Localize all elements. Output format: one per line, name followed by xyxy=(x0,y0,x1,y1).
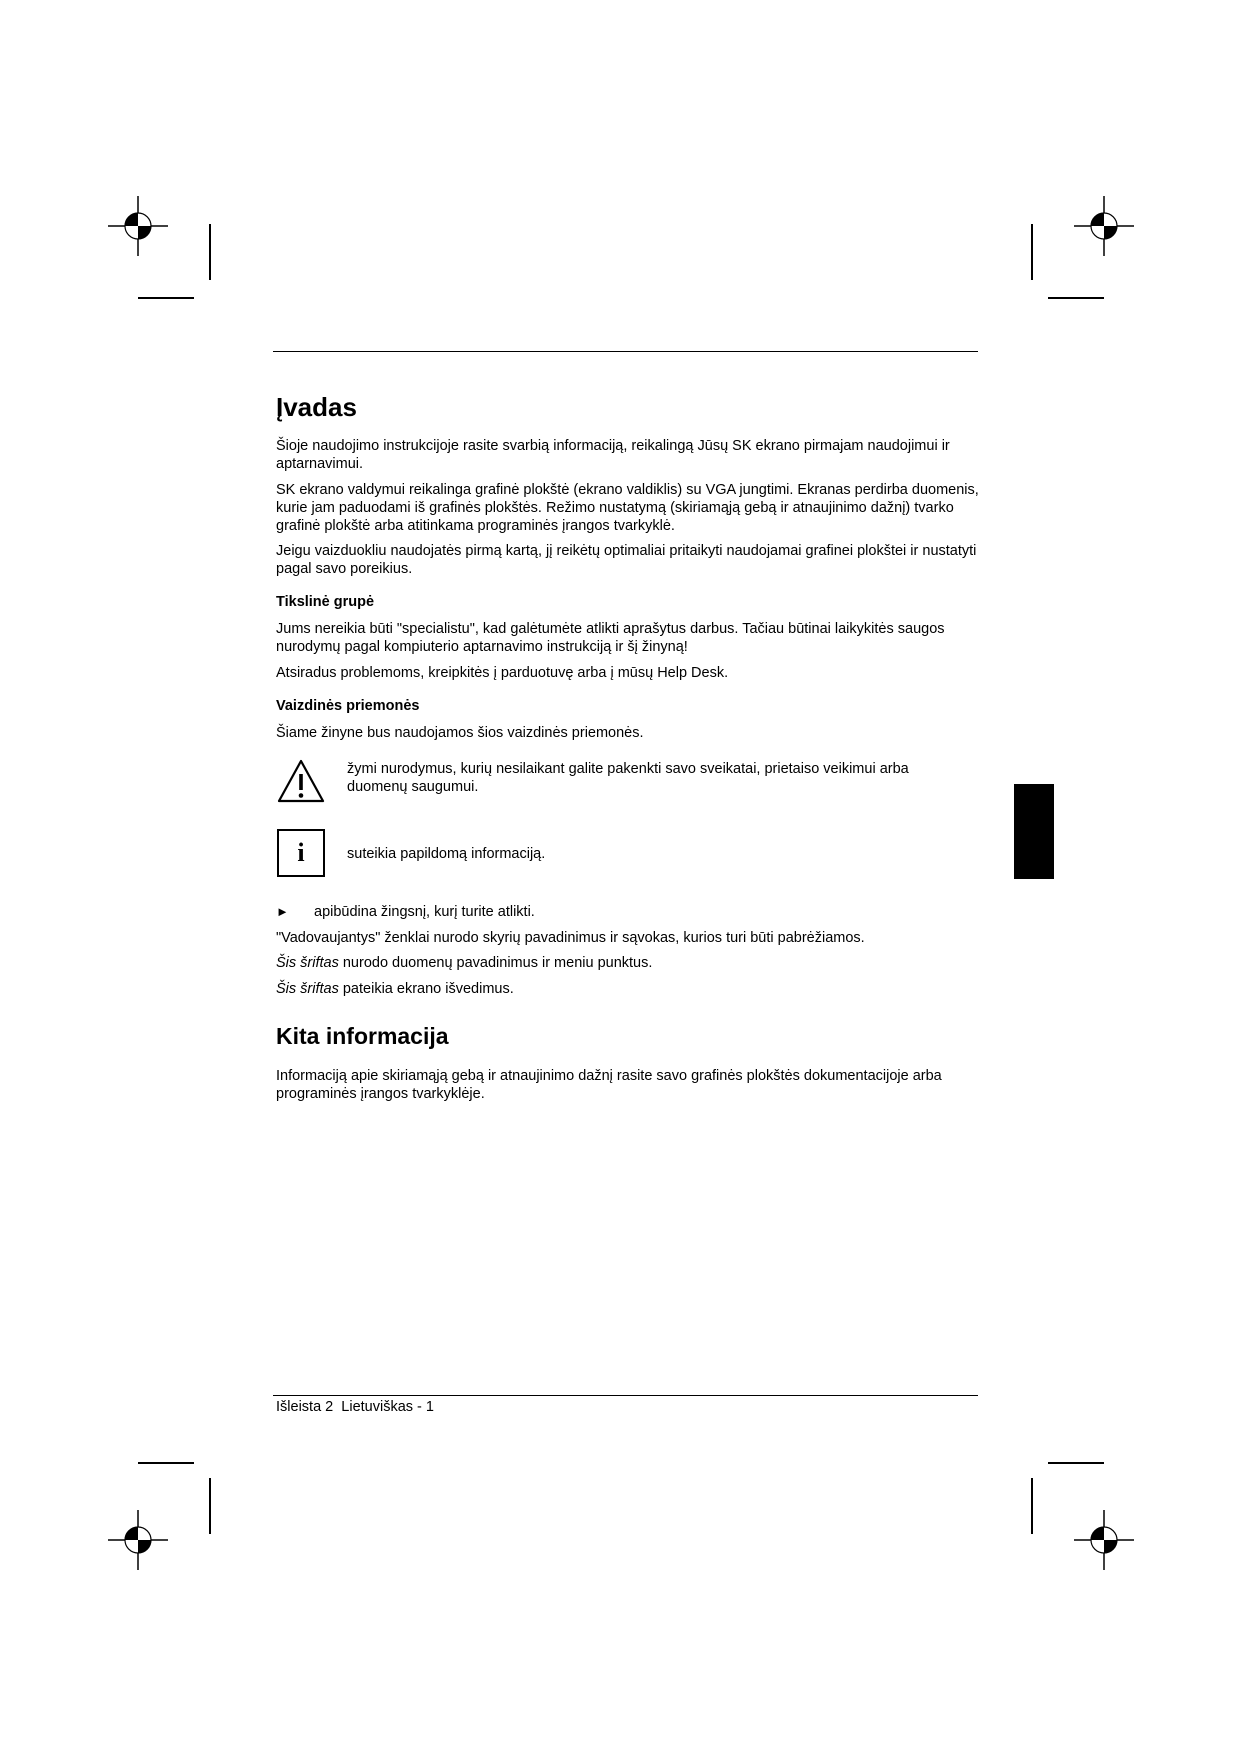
target-group-paragraph-1: Jums nereikia būti "specialistu", kad galėtumėte atlikti aprašytus darbus. Tačiau būtinai laikykitės saugos nurodymų pagal kompiuterio aptarnavimo instrukciją ir šį žinyną! xyxy=(276,621,945,655)
step-bullet-icon: ► xyxy=(276,904,289,919)
warning-triangle-icon xyxy=(276,758,326,804)
chapter-side-tab xyxy=(1014,784,1054,879)
intro-paragraph-1: Šioje naudojimo instrukcijoje rasite svarbią informaciją, reikalingą Jūsų SK ekrano pirmajam naudojimui ir aptarnavimui. xyxy=(276,438,950,472)
font-sample-line-2 xyxy=(276,980,986,998)
intro-paragraph-2: SK ekrano valdymui reikalinga grafinė plokštė (ekrano valdiklis) su VGA jungtimi. Ekranas perdirba duomenis, kurie jam paduodami iš grafinės plokštės. Režimo nustatymą (skiriamąją gebą ir atnaujinimo dažnį) tvarko grafinė plokštė arba atitinkama programinės įrangos tvarkyklė. xyxy=(276,482,979,534)
subheading-visual-aids: Vaizdinės priemonės xyxy=(276,698,420,714)
crop-mark xyxy=(138,1462,194,1464)
font-sample-italic: Šis šriftas xyxy=(276,955,339,971)
visual-aids-intro: Šiame žinyne bus naudojamos šios vaizdinės priemonės. xyxy=(276,725,644,741)
intro-paragraph-3: Jeigu vaizduokliu naudojatės pirmą kartą, jį reikėtų optimaliai pritaikyti naudojamai grafinei plokštei ir nustatyti pagal savo poreikius. xyxy=(276,543,977,577)
header-rule xyxy=(273,351,978,352)
step-line xyxy=(276,903,986,921)
section-title-intro: Įvadas xyxy=(276,392,357,422)
font-sample-line-1 xyxy=(276,954,986,972)
step-description: apibūdina žingsnį, kurį turite atlikti. xyxy=(314,904,535,920)
crop-mark xyxy=(1048,297,1104,299)
info-description: suteikia papildomą informaciją. xyxy=(347,846,546,862)
registration-mark-icon xyxy=(1074,1510,1134,1570)
font-sample-description: pateikia ekrano išvedimus. xyxy=(338,981,514,997)
crop-mark xyxy=(209,224,211,280)
crop-mark xyxy=(1031,224,1033,280)
footer-text: Išleista 2 Lietuviškas - 1 xyxy=(276,1399,434,1415)
registration-mark-icon xyxy=(108,1510,168,1570)
target-group-paragraph-2: Atsiradus problemoms, kreipkitės į parduotuvę arba į mūsų Help Desk. xyxy=(276,665,729,681)
registration-mark-icon xyxy=(108,196,168,256)
info-icon-glyph: i xyxy=(297,838,305,867)
info-icon xyxy=(277,829,325,877)
crop-mark xyxy=(1031,1478,1033,1534)
footer-rule xyxy=(273,1395,978,1396)
subheading-target-group: Tikslinė grupė xyxy=(276,594,375,610)
crop-mark xyxy=(1048,1462,1104,1464)
more-info-paragraph: Informaciją apie skiriamąją gebą ir atnaujinimo dažnį rasite savo grafinės plokštės dokumentacijoje arba programinės įrangos tvarkyklėje. xyxy=(276,1068,942,1102)
registration-mark-icon xyxy=(1074,196,1134,256)
emphasis-line: "Vadovaujantys" ženklai nurodo skyrių pavadinimus ir sąvokas, kurios turi būti pabrėžiamos. xyxy=(276,930,865,946)
crop-mark xyxy=(138,297,194,299)
font-sample-italic: Šis šriftas xyxy=(276,981,339,997)
warning-description: žymi nurodymus, kurių nesilaikant galite pakenkti savo sveikatai, prietaiso veikimui arba duomenų saugumui. xyxy=(347,761,909,795)
font-sample-description: nurodo duomenų pavadinimus ir meniu punktus. xyxy=(338,955,653,971)
crop-mark xyxy=(209,1478,211,1534)
section-title-more-info: Kita informacija xyxy=(276,1023,449,1049)
